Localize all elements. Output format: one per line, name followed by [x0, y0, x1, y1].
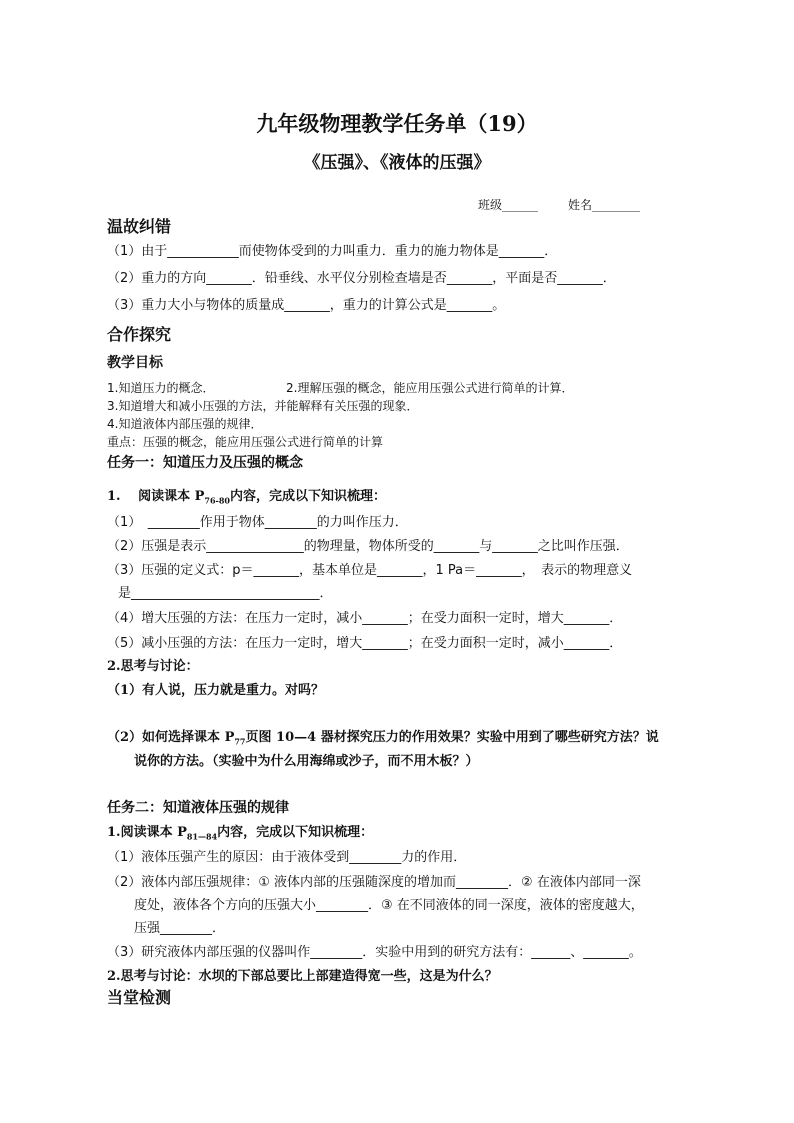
task1-discuss-heading: 2.思考与讨论：	[107, 659, 199, 674]
task1-item-3: （3）压强的定义式：p＝_______，基本单位是_______，1 Pa＝_______， 表示的物理意义	[107, 563, 633, 578]
task1-item-4: （4）增大压强的方法：在压力一定时，减小_______；在受力面积一定时，增大_______．	[107, 611, 623, 626]
goal-3: 3.知道增大和减小压强的方法，并能解释有关压强的现象．	[107, 399, 419, 413]
task1-read-instruction: 1. 阅读课本 $P_{76-80}$内容，完成以下知识梳理：	[107, 489, 387, 506]
task2-item-1: （1）液体压强产生的原因：由于液体受到________力的作用．	[107, 850, 467, 865]
task1-item-3-cont: 是_____________________________．	[118, 586, 333, 601]
review-item-2: （2）重力的方向_______．铅垂线、水平仪分别检查墙是否_______，平面是否_______．	[107, 271, 616, 286]
task1-question-1: （1）有人说，压力就是重力。对吗？	[107, 683, 325, 698]
task2-item-2-cont: 度处，液体各个方向的压强大小________．③ 在不同液体的同一深度，液体的密度越大，	[134, 898, 644, 913]
task1-heading: 任务一：知道压力及压强的概念	[107, 455, 303, 471]
page-title: 九年级物理教学任务单（19）	[256, 111, 538, 136]
class-field-label: 班级______	[478, 198, 539, 212]
goal-1: 1.知道压力的概念．	[107, 381, 215, 395]
review-item-3: （3）重力大小与物体的质量成_______，重力的计算公式是_______。	[107, 298, 506, 313]
task1-question-2: （2）如何选择课本 $P_{77}$页图 10—4 器材探究压力的作用效果？实验中用到了哪些研究方法？说	[107, 730, 659, 747]
review-item-1: （1）由于___________而使物体受到的力叫重力．重力的施力物体是_______．	[107, 244, 558, 259]
task2-heading: 任务二：知道液体压强的规律	[107, 800, 289, 816]
task1-question-2-cont: 说你的方法。（实验中为什么用海绵或沙子，而不用木板？）	[134, 754, 479, 769]
check-heading: 当堂检测	[107, 988, 172, 1007]
cooperate-heading: 合作探究	[107, 325, 172, 344]
review-heading: 温故纠错	[107, 217, 172, 236]
page-subtitle: 《压强》、《液体的压强》	[303, 153, 491, 173]
task1-item-1: （1） ________作用于物体________的力叫作压力．	[107, 515, 408, 530]
task2-item-3: （3）研究液体内部压强的仪器叫作________．实验中用到的研究方法有：______、_______。	[107, 945, 642, 960]
task2-item-2-end: 压强________．	[134, 921, 226, 936]
goal-4: 4.知道液体内部压强的规律．	[107, 417, 263, 431]
goals-heading: 教学目标	[107, 355, 163, 371]
task2-item-2: （2）液体内部压强规律：① 液体内部的压强随深度的增加而________．② 在液体内部同一深	[107, 875, 641, 890]
task2-discuss: 2.思考与讨论：水坝的下部总要比上部建造得宽一些，这是为什么？	[107, 969, 498, 984]
name-field-label: 姓名________	[568, 198, 641, 212]
task1-item-5: （5）减小压强的方法：在压力一定时，增大_______；在受力面积一定时，减小_______．	[107, 636, 623, 651]
goal-2: 2.理解压强的概念，能应用压强公式进行简单的计算．	[286, 381, 574, 395]
key-point: 重点：压强的概念，能应用压强公式进行简单的计算	[107, 435, 384, 449]
task2-read-instruction: 1.阅读课本 $P_{81—84}$内容，完成以下知识梳理：	[107, 825, 374, 842]
task1-item-2: （2）压强是表示_______________的物理量，物体所受的_______与_______之比叫作压强．	[107, 539, 629, 554]
